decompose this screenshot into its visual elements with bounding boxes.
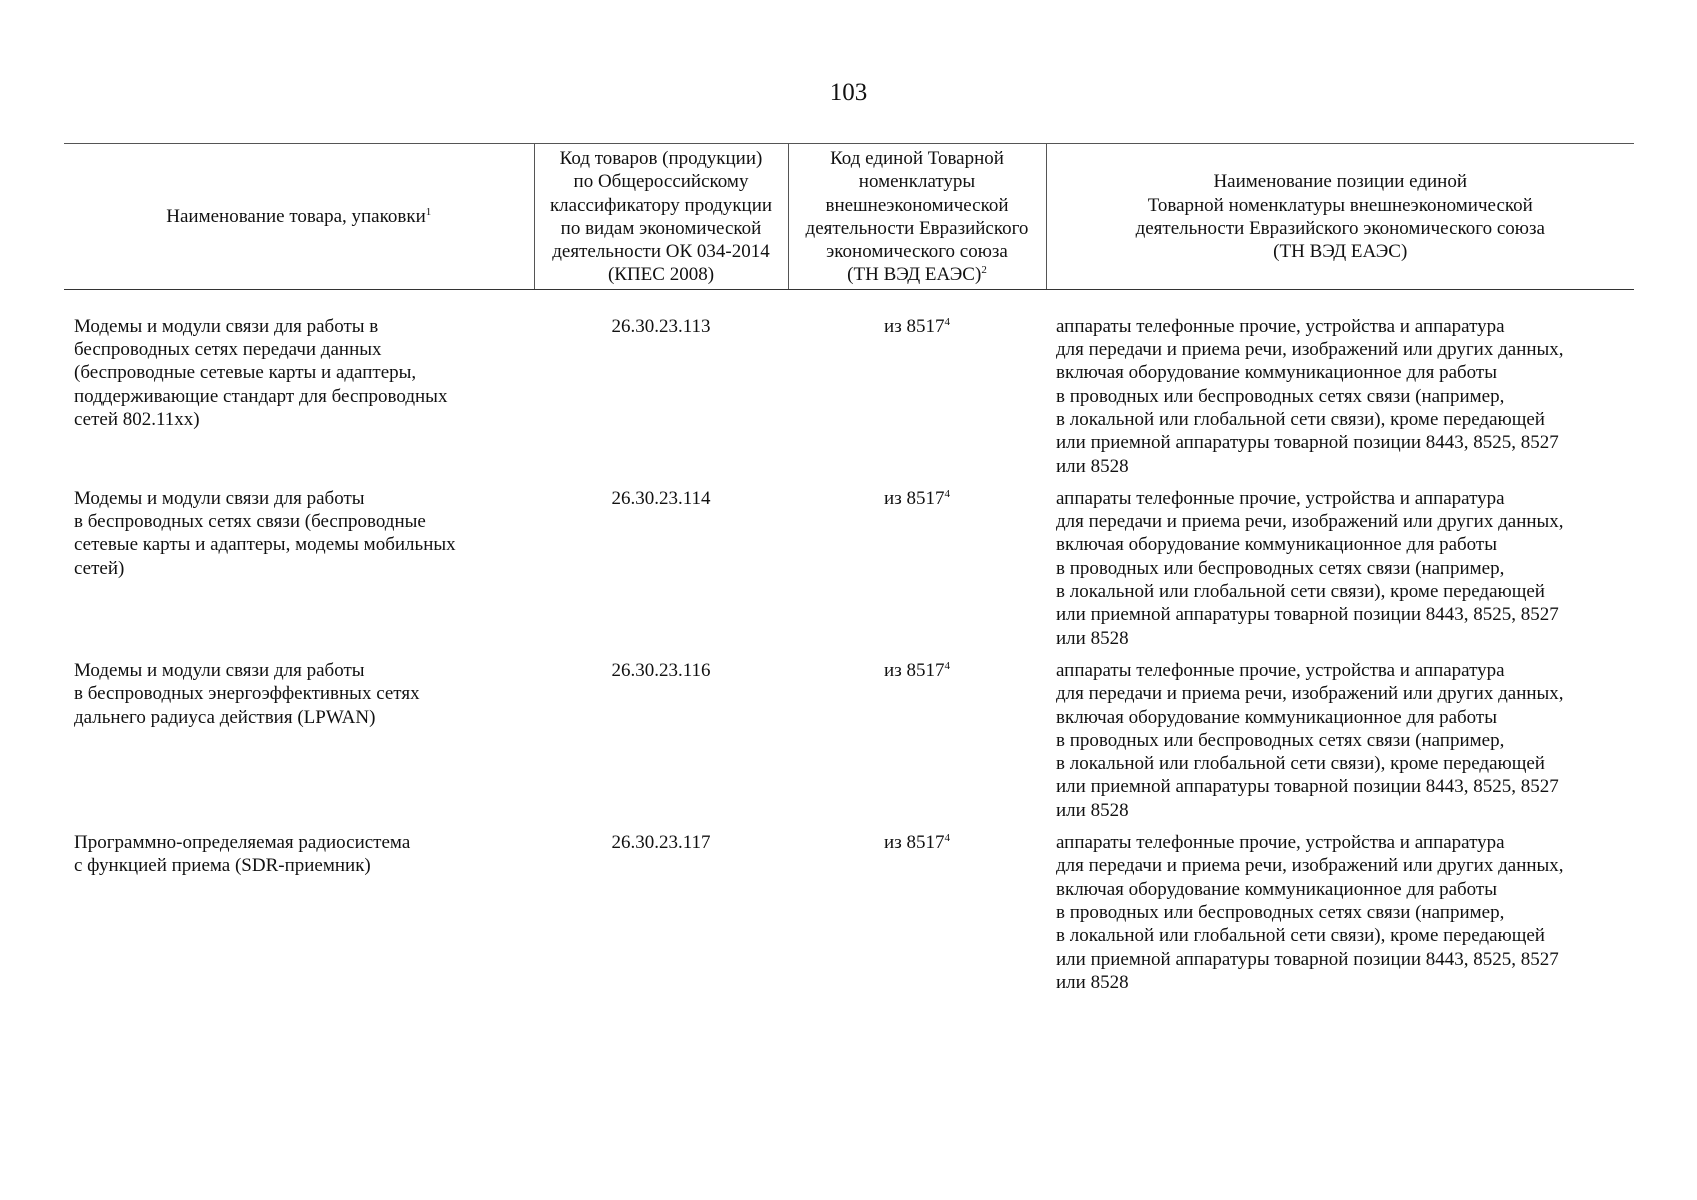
cell-tnved-description <box>1046 659 1634 831</box>
tnved-description-line: или приемной аппаратуры товарной позиции 8443, 8525, 8527 <box>1056 776 1559 798</box>
header-okpd-line: по видам экономической <box>560 217 762 239</box>
header-tnved-code-last-line <box>793 263 1042 286</box>
header-okpd-line: деятельности ОК 034-2014 <box>552 241 770 263</box>
goods-name-line: сетевые карты и адаптеры, модемы мобильных <box>74 534 456 556</box>
header-tnved-name-line: деятельности Евразийского экономического союза <box>1135 217 1545 239</box>
cell-okpd-code: 26.30.23.117 <box>611 832 711 854</box>
header-tnved-code-line: деятельности Евразийского <box>805 217 1029 239</box>
tnved-description-line: аппараты телефонные прочие, устройства и аппаратура <box>1056 659 1505 681</box>
goods-table <box>64 143 1634 1003</box>
tnved-description-line: в локальной или глобальной сети связи), кроме передающей <box>1056 925 1545 947</box>
goods-name-line: Модемы и модули связи для работы <box>74 487 365 509</box>
table-row <box>64 659 1634 831</box>
footnote-ref-4: 4 <box>944 315 950 328</box>
tnved-description-line: или 8528 <box>1056 799 1129 821</box>
cell-goods-name <box>64 831 534 1003</box>
tnved-description-line: аппараты телефонные прочие, устройства и аппаратура <box>1056 832 1505 854</box>
header-tnved-code <box>788 144 1046 290</box>
cell-tnved-description <box>1046 487 1634 659</box>
tnved-code-text: из 8517 <box>884 832 945 854</box>
goods-name-line: с функцией приема (SDR-приемник) <box>74 855 371 877</box>
goods-name-line: в беспроводных энергоэффективных сетях <box>74 683 420 705</box>
header-okpd-code <box>534 144 788 290</box>
cell-goods-name <box>64 487 534 659</box>
tnved-description-line: в локальной или глобальной сети связи), кроме передающей <box>1056 581 1545 603</box>
tnved-code-text: из 8517 <box>884 659 945 681</box>
cell-goods-name <box>64 659 534 831</box>
footnote-ref-4: 4 <box>944 832 950 845</box>
tnved-description-line: аппараты телефонные прочие, устройства и аппаратура <box>1056 487 1505 509</box>
page-number: 103 <box>829 79 868 106</box>
goods-name-line: поддерживающие стандарт для беспроводных <box>74 385 448 407</box>
goods-name-line: в беспроводных сетях связи (беспроводные <box>74 511 426 533</box>
cell-okpd-code: 26.30.23.116 <box>611 659 711 681</box>
cell-goods-name <box>64 289 534 487</box>
header-tnved-code-line: номенклатуры <box>858 171 976 193</box>
table-row <box>64 487 1634 659</box>
header-okpd-line: по Общероссийскому <box>573 171 749 193</box>
tnved-description-line: включая оборудование коммуникационное для работы <box>1056 534 1497 556</box>
cell-tnved-code <box>788 487 1046 659</box>
cell-okpd-code: 26.30.23.114 <box>611 487 711 509</box>
cell-tnved-description <box>1046 831 1634 1003</box>
header-tnved-code-line: внешнеэкономической <box>825 194 1009 216</box>
tnved-description-line: или приемной аппаратуры товарной позиции 8443, 8525, 8527 <box>1056 604 1559 626</box>
tnved-code-text: из 8517 <box>884 487 945 509</box>
goods-name-line: Программно-определяемая радиосистема <box>74 832 411 854</box>
header-goods-name <box>64 144 534 290</box>
footnote-ref-4: 4 <box>944 659 950 672</box>
tnved-description-line: включая оборудование коммуникационное для работы <box>1056 706 1497 728</box>
header-tnved-name <box>1046 144 1634 290</box>
header-tnved-name-line: (ТН ВЭД ЕАЭС) <box>1273 241 1408 263</box>
tnved-description-line: или 8528 <box>1056 627 1129 649</box>
tnved-description-line: аппараты телефонные прочие, устройства и аппаратура <box>1056 315 1505 337</box>
goods-name-line: Модемы и модули связи для работы <box>74 659 365 681</box>
goods-name-line: беспроводных сетях передачи данных <box>74 339 382 361</box>
header-row <box>64 144 1634 290</box>
tnved-description-line: в проводных или беспроводных сетях связи (например, <box>1056 557 1505 579</box>
header-tnved-name-line: Товарной номенклатуры внешнеэкономической <box>1147 194 1533 216</box>
tnved-description-line: в проводных или беспроводных сетях связи (например, <box>1056 385 1505 407</box>
cell-tnved-description <box>1046 289 1634 487</box>
tnved-description-line: включая оборудование коммуникационное для работы <box>1056 362 1497 384</box>
footnote-ref-1: 1 <box>425 206 432 219</box>
goods-name-line: сетей) <box>74 557 125 579</box>
table-header <box>64 144 1634 290</box>
cell-tnved-code <box>788 289 1046 487</box>
header-goods-name-text: Наименование товара, упаковки <box>166 206 426 228</box>
tnved-description-line: или 8528 <box>1056 971 1129 993</box>
tnved-description-line: или приемной аппаратуры товарной позиции 8443, 8525, 8527 <box>1056 432 1559 454</box>
cell-tnved-code <box>788 831 1046 1003</box>
tnved-description-line: для передачи и приема речи, изображений или других данных, <box>1056 511 1564 533</box>
tnved-description-line: для передачи и приема речи, изображений или других данных, <box>1056 855 1564 877</box>
table-row <box>64 831 1634 1003</box>
tnved-description-line: или 8528 <box>1056 455 1129 477</box>
header-tnved-code-abbr: (ТН ВЭД ЕАЭС) <box>847 264 982 286</box>
tnved-description-line: в локальной или глобальной сети связи), кроме передающей <box>1056 408 1545 430</box>
goods-name-line: сетей 802.11xx) <box>74 408 200 430</box>
table-row <box>64 289 1634 487</box>
tnved-description-line: для передачи и приема речи, изображений или других данных, <box>1056 683 1564 705</box>
tnved-description-line: или приемной аппаратуры товарной позиции 8443, 8525, 8527 <box>1056 948 1559 970</box>
tnved-code-text: из 8517 <box>884 315 945 337</box>
header-tnved-code-line: Код единой Товарной <box>830 148 1004 169</box>
tnved-description-line: включая оборудование коммуникационное для работы <box>1056 878 1497 900</box>
footnote-ref-2: 2 <box>981 264 987 277</box>
tnved-description-line: в проводных или беспроводных сетях связи (например, <box>1056 729 1505 751</box>
tnved-description-line: в локальной или глобальной сети связи), кроме передающей <box>1056 753 1545 775</box>
tnved-description-line: для передачи и приема речи, изображений или других данных, <box>1056 339 1564 361</box>
header-tnved-code-line: экономического союза <box>826 241 1008 263</box>
goods-name-line: дальнего радиуса действия (LPWAN) <box>74 706 376 728</box>
footnote-ref-4: 4 <box>944 487 950 500</box>
header-tnved-name-line: Наименование позиции единой <box>1213 171 1468 193</box>
cell-tnved-code <box>788 659 1046 831</box>
goods-name-line: Модемы и модули связи для работы в <box>74 315 379 337</box>
tnved-description-line: в проводных или беспроводных сетях связи (например, <box>1056 901 1505 923</box>
table-body <box>64 289 1634 1003</box>
cell-okpd-code: 26.30.23.113 <box>611 315 711 337</box>
header-okpd-line: (КПЕС 2008) <box>607 264 715 286</box>
header-okpd-line: Код товаров (продукции) <box>559 148 763 169</box>
header-okpd-line: классификатору продукции <box>549 194 773 216</box>
goods-name-line: (беспроводные сетевые карты и адаптеры, <box>74 362 417 384</box>
